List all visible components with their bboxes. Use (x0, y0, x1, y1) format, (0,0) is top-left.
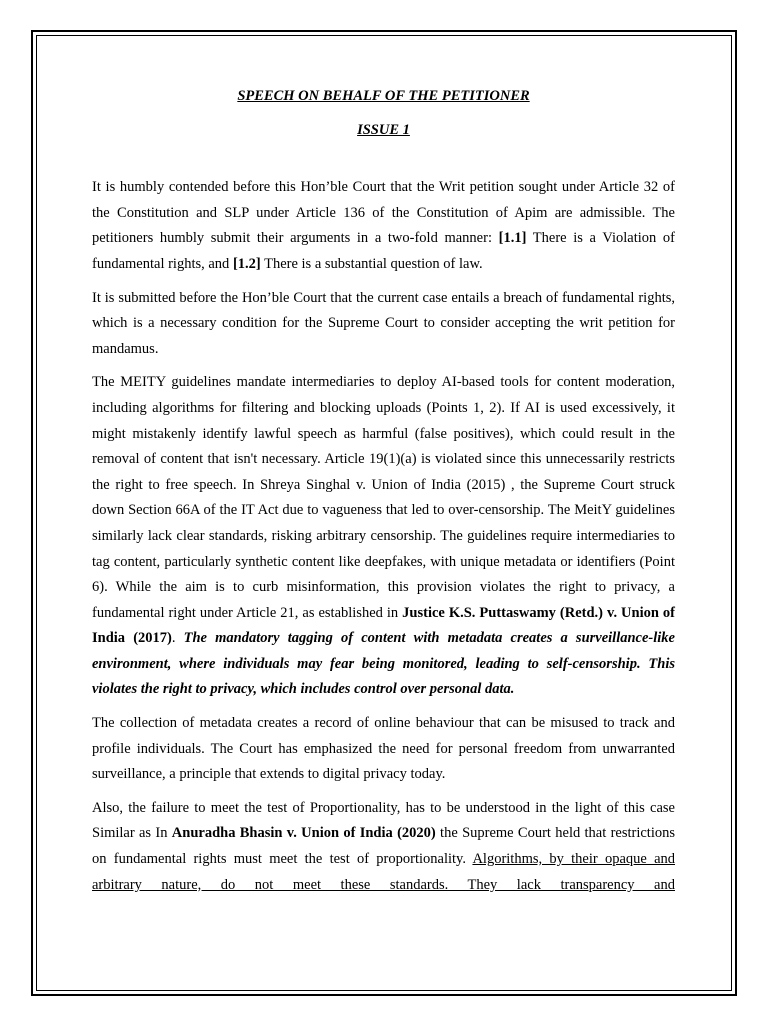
paragraph-5-text-b: the Supreme Court held that restrictions on fundamental rights must meet the test of proportionality. (92, 825, 676, 868)
paragraph-5 (92, 796, 675, 898)
paragraph-3-text-a: The MEITY guidelines mandate intermediaries to deploy AI-based tools for content moderation, including algorithms for filtering and blocking uploads (Points 1, 2). If AI is used excessively, it might mistakenly identify lawful speech as harmful (false positives), which could result in the removal of content that isn't necessary. Article 19(1)(a) is violated since this unnecessarily restricts the right to free speech. In Shreya Singhal v. Union of India (2015) , the Supreme Court struck down Section 66A of the IT Act due to vagueness that led to over-censorship. The MeitY guidelines similarly lack clear standards, risking arbitrary censorship. The guidelines require intermediaries to tag content, particularly synthetic content like deepfakes, with unique metadata or identifiers (Point 6). While the aim is to curb misinformation, this provision violates the right to privacy, a fundamental right under Article 21, as established in (92, 374, 675, 621)
issue-heading: ISSUE 1 (357, 121, 410, 138)
paragraph-5-underlined: Algorithms, by their opaque and arbitrary nature, do not meet these standards. They lack transparency and (92, 851, 675, 893)
paragraph-3-emphasis: The mandatory tagging of content with metadata creates a surveillance-like environment, where individuals may fear being monitored, leading to self-censorship. This violates the right to privacy, which includes control over personal data. (92, 630, 675, 698)
paragraph-3-text-b: . (171, 630, 184, 647)
paragraph-1-text-c: There is a Violation of fundamental rights, and (92, 230, 675, 272)
point-ref-1-2: [1.2] (232, 255, 261, 272)
document-body (92, 84, 675, 898)
point-ref-1-1: [1.1] (498, 230, 527, 247)
case-citation-puttaswamy: Justice K.S. Puttaswamy (Retd.) v. Union of India (2017) (92, 604, 675, 647)
paragraph-1-text-d: There is a substantial question of law. (260, 255, 483, 272)
paragraph-1-text-a: It is humbly contended before this Hon’ble Court that the Writ petition sought under Article 32 of the Constitution and SLP under Article 136 of the Constitution of Apim are admissible. The petitioners humbly submit their arguments in a two-fold manner: (92, 179, 675, 247)
paragraph-2: It is submitted before the Hon’ble Court that the current case entails a breach of fundamental rights, which is a necessary condition for the Supreme Court to consider accepting the writ petition for mandamus. (92, 289, 675, 357)
case-citation-bhasin: Anuradha Bhasin v. Union of India (2020) (171, 825, 436, 842)
paragraph-3 (92, 370, 675, 703)
paragraph-5-text-a: Also, the failure to meet the test of Proportionality, has to be understood in the light of this case Similar as In (92, 799, 675, 842)
document-title: SPEECH ON BEHALF OF THE PETITIONER (237, 88, 530, 104)
paragraph-1 (92, 175, 675, 277)
paragraph-4: The collection of metadata creates a record of online behaviour that can be misused to track and profile individuals. The Court has emphasized the need for personal freedom from unwarranted surveillance, a principle that extends to digital privacy today. (92, 715, 675, 783)
